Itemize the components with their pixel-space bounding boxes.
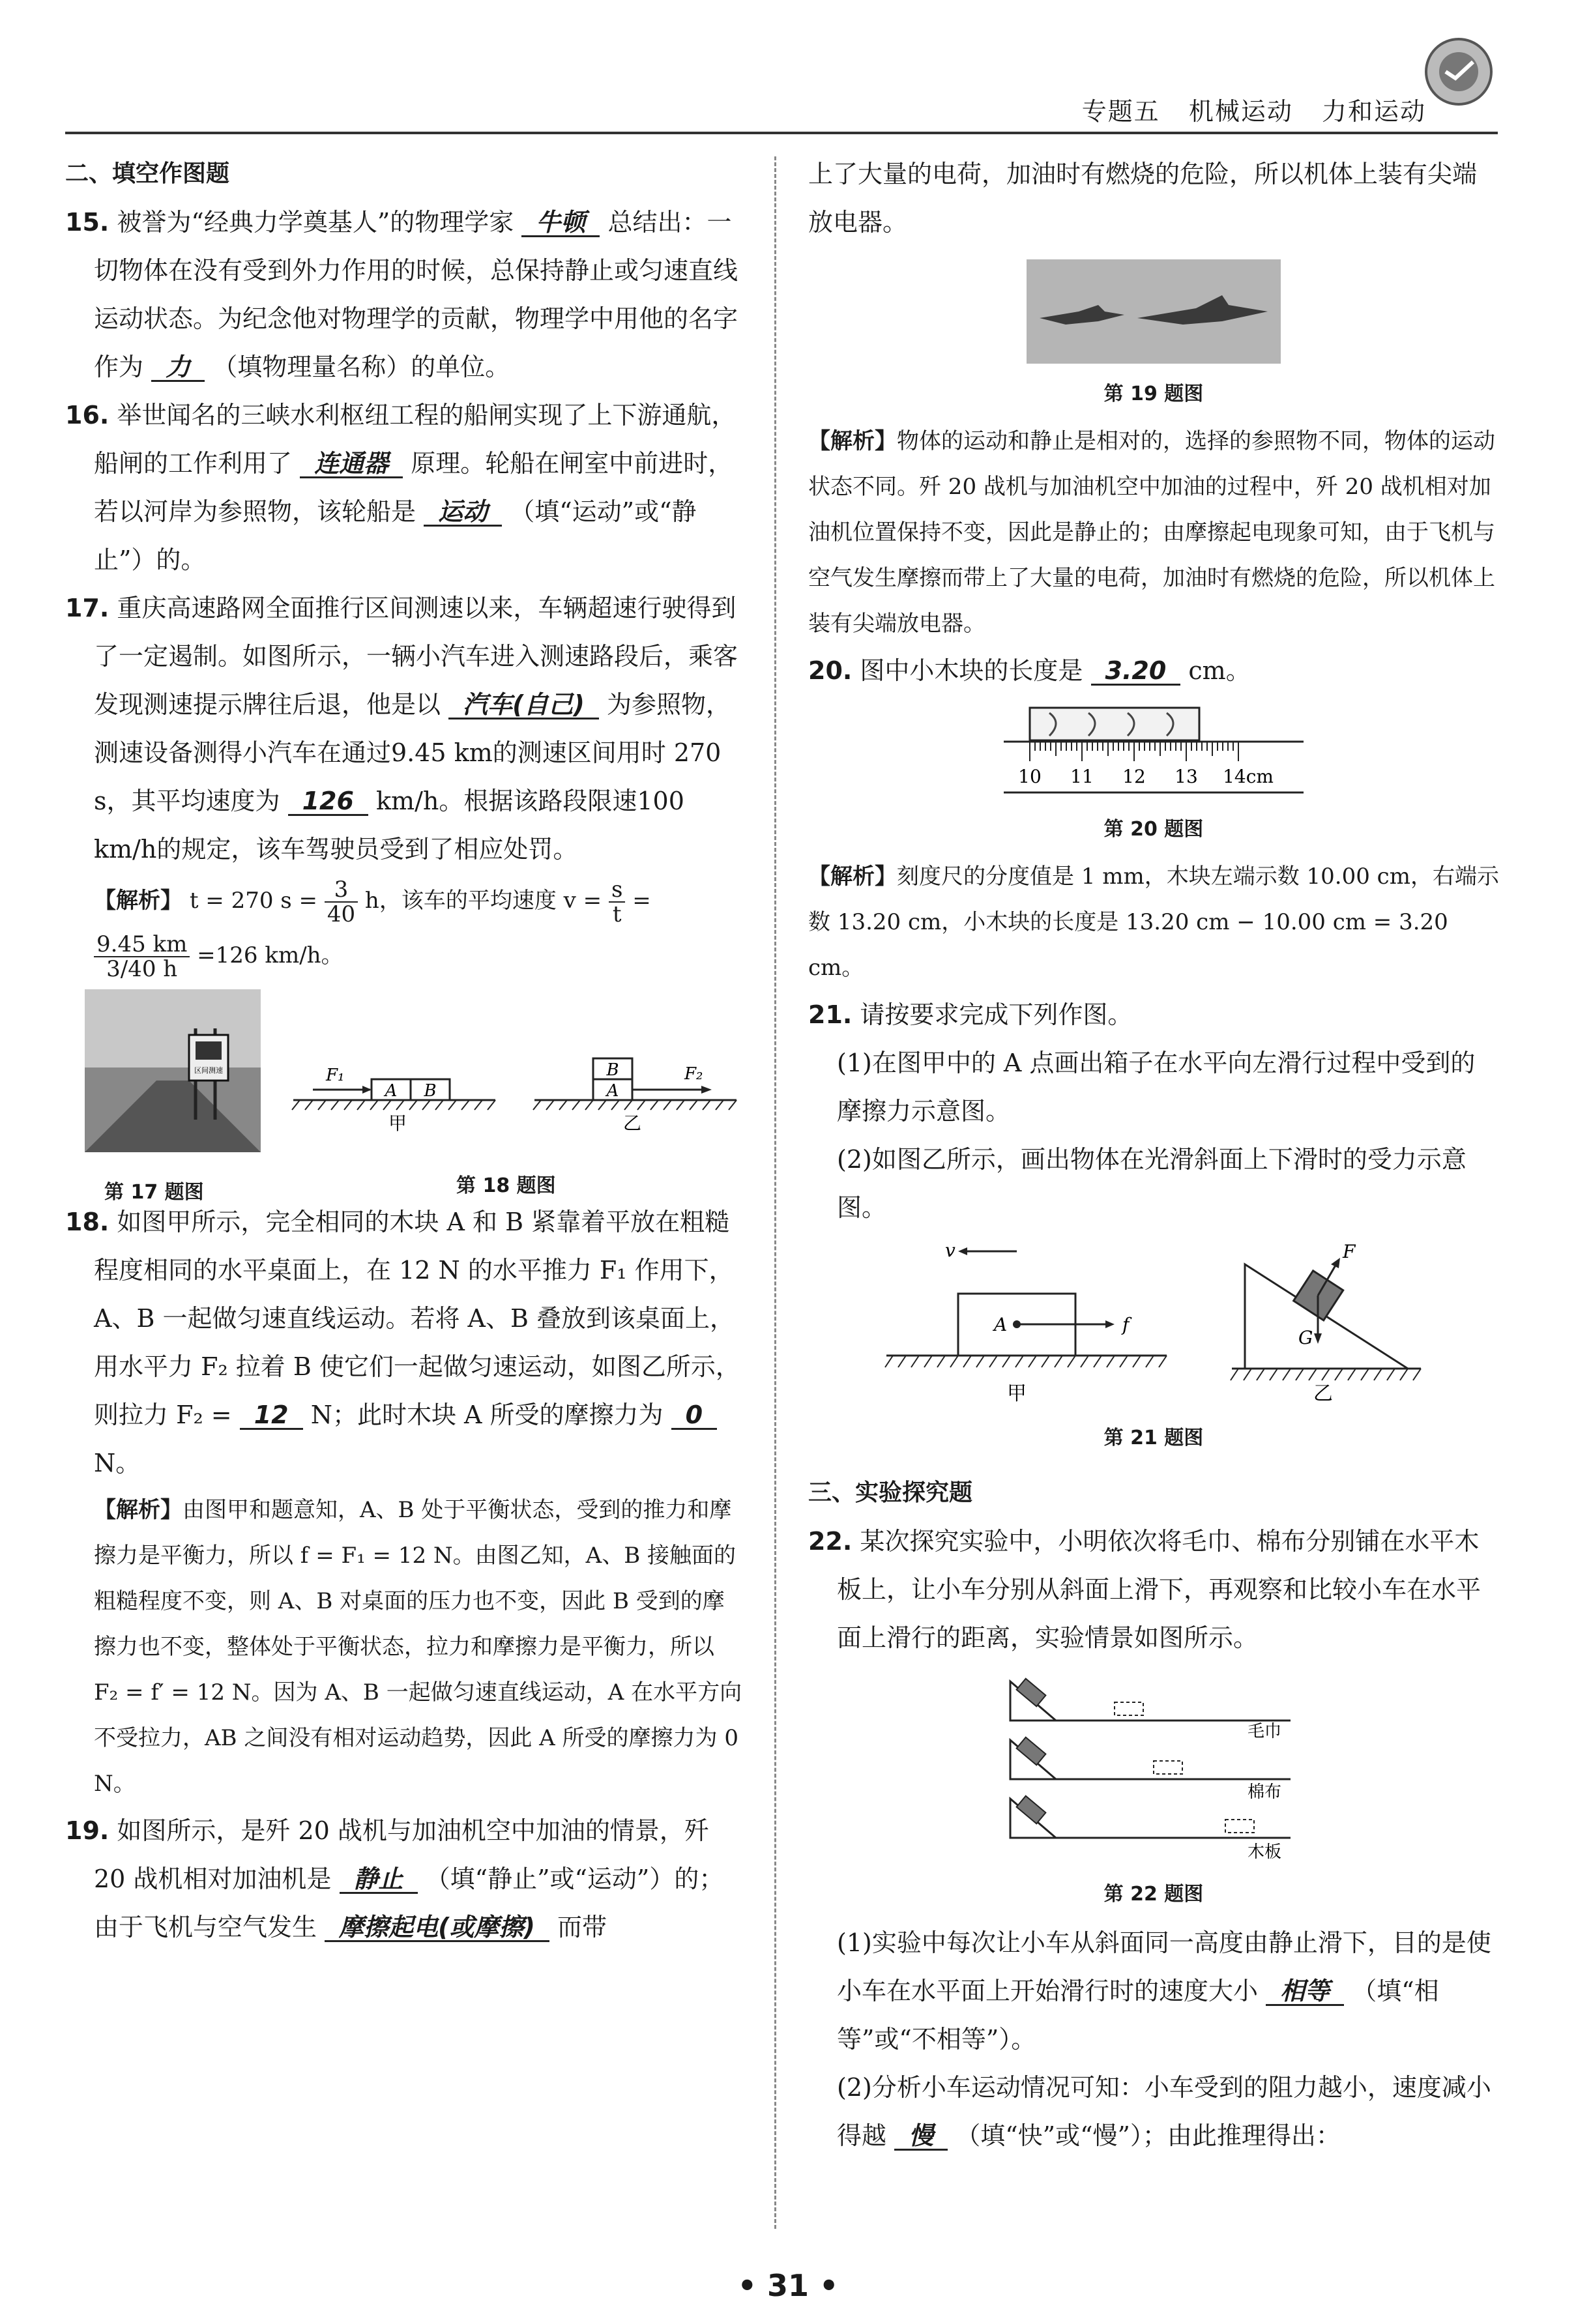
question-16 bbox=[65, 391, 743, 584]
q17-analysis-part-4: =126 km/h。 bbox=[197, 942, 343, 968]
figure-18-yi bbox=[533, 1058, 737, 1134]
figure-21-jia bbox=[885, 1240, 1167, 1405]
q20-analysis-text: 刻度尺的分度值是 1 mm，木块左端示数 10.00 cm，右端示数 13.20 cm，小木块的长度是 13.20 cm − 10.00 cm = 3.20 cm。 bbox=[808, 864, 1499, 981]
q18-text-2: N；此时木块 A 所受的摩擦力为 bbox=[310, 1401, 664, 1429]
q17-text-1: 重庆高速路网全面推行区间测速以来，车辆超速行驶得到了一定遏制。如图所示，一辆小汽车进入测速路段后，乘客发现测速提示牌往后退，他是以 bbox=[94, 594, 738, 719]
figure-17-caption: 第 17 题图 bbox=[104, 1181, 204, 1204]
q19-continuation: 上了大量的电荷，加油时有燃烧的危险，所以机体上装有尖端放电器。 bbox=[808, 160, 1478, 237]
q20-text-1: 图中小木块的长度是 bbox=[860, 656, 1083, 685]
figure-21-label-jia: 甲 bbox=[1007, 1382, 1027, 1405]
figure-22-label-towel: 毛巾 bbox=[1247, 1722, 1282, 1741]
q21-sub-2: (2)如图乙所示，画出物体在光滑斜面上下滑时的受力示意图。 bbox=[837, 1145, 1467, 1222]
figure-22-caption: 第 22 题图 bbox=[1103, 1883, 1204, 1906]
page-header bbox=[65, 91, 1498, 130]
q17-fraction-2-den: t bbox=[612, 901, 622, 927]
q16-text-2: 原理。轮船在闸室中前进时，若以河岸为参照物，该轮船是 bbox=[94, 449, 733, 526]
q22-sub-2-text-2: （填“快”或“慢”）；由此推理得出： bbox=[956, 2121, 1341, 2150]
q22-sub-1-text-2: （填“相等”或“不相等”）。 bbox=[837, 1977, 1439, 2054]
header-subtitle-2: 力和运动 bbox=[1321, 97, 1426, 126]
page-number: • 31 • bbox=[737, 2268, 839, 2303]
q15-text-3: （填物理量名称）的单位。 bbox=[212, 353, 510, 381]
q17-analysis-part-3: = bbox=[632, 888, 651, 914]
figure-21-label-A: A bbox=[994, 1314, 1008, 1335]
figures-17-18 bbox=[65, 983, 743, 1204]
badge-icon bbox=[1420, 33, 1498, 111]
figure-18-label-yi: 乙 bbox=[622, 1112, 642, 1134]
q19-analysis-label: 【解析】 bbox=[808, 428, 897, 454]
figure-21-label-F: F bbox=[1343, 1241, 1356, 1262]
q22-sub-1-text-1: (1)实验中每次让小车从斜面同一高度由静止滑下，目的是使小车在水平面上开始滑行时的速度大小 bbox=[837, 1928, 1491, 2005]
q15-text-1: 被誉为“经典力学奠基人”的物理学家 bbox=[117, 208, 514, 237]
q15-answer-1: 牛顿 bbox=[521, 209, 600, 237]
figure-18-label-B1: B bbox=[424, 1081, 437, 1101]
q19-answer-1: 静止 bbox=[340, 1866, 418, 1894]
q22-sub-1-answer: 相等 bbox=[1266, 1978, 1344, 2006]
column-divider bbox=[774, 156, 776, 2229]
q17-fraction-2 bbox=[609, 878, 625, 926]
q22-text-1: 某次探究实验中，小明依次将毛巾、棉布分别铺在水平木板上，让小车分别从斜面上滑下，再观察和比较小车在水平面上滑行的距离，实验情景如图所示。 bbox=[837, 1527, 1481, 1652]
q16-text-3: （填“运动”或“静止”）的。 bbox=[94, 497, 697, 574]
q20-number: 20. bbox=[808, 656, 853, 685]
q21-text-1: 请按要求完成下列作图。 bbox=[860, 1000, 1133, 1029]
question-18 bbox=[65, 1198, 743, 1487]
q18-answer-2: 0 bbox=[671, 1402, 717, 1430]
q17-fraction-3 bbox=[94, 933, 190, 981]
figure-17-photo bbox=[85, 989, 261, 1152]
q15-answer-2: 力 bbox=[151, 354, 205, 382]
q16-answer-1: 连通器 bbox=[300, 450, 403, 478]
q18-answer-1: 12 bbox=[240, 1402, 303, 1430]
figure-18-label-A2: A bbox=[606, 1081, 619, 1101]
question-15 bbox=[65, 198, 743, 391]
q20-text-2: cm。 bbox=[1188, 656, 1251, 685]
question-17 bbox=[65, 584, 743, 873]
q19-analysis-text: 物体的运动和静止是相对的，选择的参照物不同，物体的运动状态不同。歼 20 战机与加油机空中加油的过程中，歼 20 战机相对加油机位置保持不变，因此是静止的；由摩擦起电现象可知，由于飞机与空气发生摩擦而带上了大量的电荷，加油时有燃烧的危险，所以机体上装有尖端放电器。 bbox=[808, 428, 1495, 637]
figure-21-caption: 第 21 题图 bbox=[1103, 1427, 1204, 1449]
q17-fraction-3-num: 9.45 km bbox=[94, 933, 190, 957]
q17-text-3: km/h。根据该路段限速100 km/h的规定，该车驾驶员受到了相应处罚。 bbox=[94, 787, 684, 864]
figure-22 bbox=[1004, 1668, 1304, 1864]
figure-21-label-G: G bbox=[1298, 1327, 1313, 1348]
q17-number: 17. bbox=[65, 594, 109, 622]
figure-18-caption: 第 18 题图 bbox=[456, 1174, 556, 1197]
figure-18 bbox=[287, 1022, 743, 1152]
q17-analysis bbox=[65, 873, 743, 983]
q17-fraction-1-den: 40 bbox=[327, 901, 356, 927]
figure-21-label-v: v bbox=[945, 1240, 956, 1261]
figure-21 bbox=[867, 1238, 1440, 1408]
figure-20-caption: 第 20 题图 bbox=[1103, 818, 1204, 841]
right-column bbox=[808, 150, 1499, 2160]
figure-22-cotton bbox=[1010, 1737, 1291, 1802]
ruler-tick-13: 13 bbox=[1175, 766, 1198, 787]
figure-18-label-jia: 甲 bbox=[388, 1112, 407, 1134]
q21-sub-1: (1)在图甲中的 A 点画出箱子在水平向左滑行过程中受到的摩擦力示意图。 bbox=[837, 1049, 1476, 1126]
q16-number: 16. bbox=[65, 401, 109, 429]
q19-number: 19. bbox=[65, 1816, 109, 1845]
q19-analysis bbox=[808, 418, 1499, 646]
ruler-tick-14: 14cm bbox=[1223, 766, 1274, 787]
q17-analysis-part-1: t = 270 s = bbox=[189, 888, 318, 914]
header-subtitle-1: 机械运动 bbox=[1188, 97, 1293, 126]
figure-18-label-B2: B bbox=[606, 1060, 619, 1080]
q17-answer-1: 汽车(自己) bbox=[448, 691, 599, 719]
q19-text-1: 如图所示，是歼 20 战机与加油机空中加油的情景，歼 20 战机相对加油机是 bbox=[94, 1816, 709, 1893]
q17-analysis-label: 【解析】 bbox=[94, 888, 182, 914]
q19-text-3: 而带 bbox=[557, 1913, 607, 1941]
ruler-tick-11: 11 bbox=[1070, 766, 1094, 787]
header-title bbox=[1062, 91, 1426, 127]
q20-analysis-label: 【解析】 bbox=[808, 864, 897, 890]
q22-number: 22. bbox=[808, 1527, 853, 1556]
left-column bbox=[65, 150, 743, 1951]
q16-text-1: 举世闻名的三峡水利枢纽工程的船闸实现了上下游通航，船闸的工作利用了 bbox=[94, 401, 737, 478]
header-topic: 专题五 bbox=[1081, 97, 1160, 126]
q18-analysis-label: 【解析】 bbox=[94, 1497, 182, 1523]
q22-sub-2 bbox=[808, 2063, 1499, 2160]
q22-sub-1 bbox=[808, 1919, 1499, 2063]
q17-fraction-3-den: 3/40 h bbox=[106, 956, 178, 982]
figure-18-label-F2: F₂ bbox=[684, 1064, 703, 1084]
q19-answer-2: 摩擦起电(或摩擦) bbox=[325, 1914, 549, 1942]
section-title-3: 三、实验探究题 bbox=[808, 1479, 973, 1506]
figure-21-yi bbox=[1231, 1241, 1421, 1405]
figure-22-label-cotton: 棉布 bbox=[1247, 1782, 1282, 1802]
q22-sub-2-answer: 慢 bbox=[894, 2123, 948, 2151]
q22-sub-2-text-1: (2)分析小车运动情况可知：小车受到的阻力越小，速度减小得越 bbox=[837, 2073, 1491, 2150]
q18-analysis bbox=[65, 1487, 743, 1807]
question-19 bbox=[65, 1807, 743, 1951]
q15-text-2: 总结出：一切物体在没有受到外力作用的时候，总保持静止或匀速直线运动状态。为纪念他对物理学的贡献，物理学中用他的名字作为 bbox=[94, 208, 738, 381]
q16-answer-2: 运动 bbox=[424, 499, 502, 527]
figure-18-label-A1: A bbox=[385, 1081, 398, 1101]
header-rule bbox=[65, 132, 1498, 134]
figure-19-photo bbox=[1027, 259, 1281, 364]
q17-text-2: 为参照物，测速设备测得小汽车在通过9.45 km的测速区间用时 270 s，其平均速度为 bbox=[94, 690, 731, 815]
figure-18-jia bbox=[292, 1066, 495, 1134]
ruler-tick-12: 12 bbox=[1122, 766, 1146, 787]
q17-answer-2: 126 bbox=[288, 788, 368, 816]
q20-analysis bbox=[808, 854, 1499, 991]
q18-number: 18. bbox=[65, 1208, 109, 1236]
question-22 bbox=[808, 1517, 1499, 1662]
figure-22-towel bbox=[1010, 1679, 1291, 1741]
q17-analysis-part-2: h，该车的平均速度 v = bbox=[364, 888, 602, 914]
question-21 bbox=[808, 991, 1499, 1039]
q21-number: 21. bbox=[808, 1000, 853, 1029]
figure-19-caption: 第 19 题图 bbox=[1103, 383, 1204, 405]
q17-fraction-1-num: 3 bbox=[325, 878, 358, 903]
figure-17-sign-text: 区间测速 bbox=[194, 1066, 223, 1075]
q18-text-1: 如图甲所示，完全相同的木块 A 和 B 紧靠着平放在粗糙程度相同的水平桌面上，在 12 N 的水平推力 F₁ 作用下，A、B 一起做匀速直线运动。若将 A、B 叠放到该桌面上，用水平力 F₂ 拉着 B 使它们一起做匀速运动，如图乙所示，则拉力 F₂ = bbox=[94, 1208, 740, 1429]
figure-20-ruler bbox=[1004, 701, 1304, 799]
figure-21-label-f: f bbox=[1122, 1314, 1130, 1335]
question-20 bbox=[808, 646, 1499, 695]
q17-fraction-1 bbox=[325, 878, 358, 926]
q18-text-3: N。 bbox=[94, 1449, 141, 1477]
section-title-2: 二、填空作图题 bbox=[65, 160, 230, 187]
figure-22-wood bbox=[1010, 1796, 1291, 1862]
figure-22-label-wood: 木板 bbox=[1247, 1842, 1282, 1862]
q15-number: 15. bbox=[65, 208, 109, 237]
ruler-tick-10: 10 bbox=[1018, 766, 1042, 787]
figure-18-label-F1: F₁ bbox=[326, 1066, 345, 1085]
q18-analysis-text: 由图甲和题意知，A、B 处于平衡状态，受到的推力和摩擦力是平衡力，所以 f = F₁ = 12 N。由图乙知，A、B 接触面的粗糙程度不变，则 A、B 对桌面的压力也不变，因此 B 受到的摩擦力也不变，整体处于平衡状态，拉力和摩擦力是平衡力，所以 F₂ = f′ = 12 N。因为 A、B 一起做匀速直线运动，A 在水平方向不受拉力，AB 之间没有相对运动趋势，因此 A 所受的摩擦力为 0 N。 bbox=[94, 1497, 742, 1797]
q17-fraction-2-num: s bbox=[609, 878, 625, 903]
figure-21-label-yi: 乙 bbox=[1313, 1382, 1333, 1405]
q20-answer-1: 3.20 bbox=[1091, 658, 1181, 686]
q19-text-2: （填“静止”或“运动”）的；由于飞机与空气发生 bbox=[94, 1865, 724, 1941]
